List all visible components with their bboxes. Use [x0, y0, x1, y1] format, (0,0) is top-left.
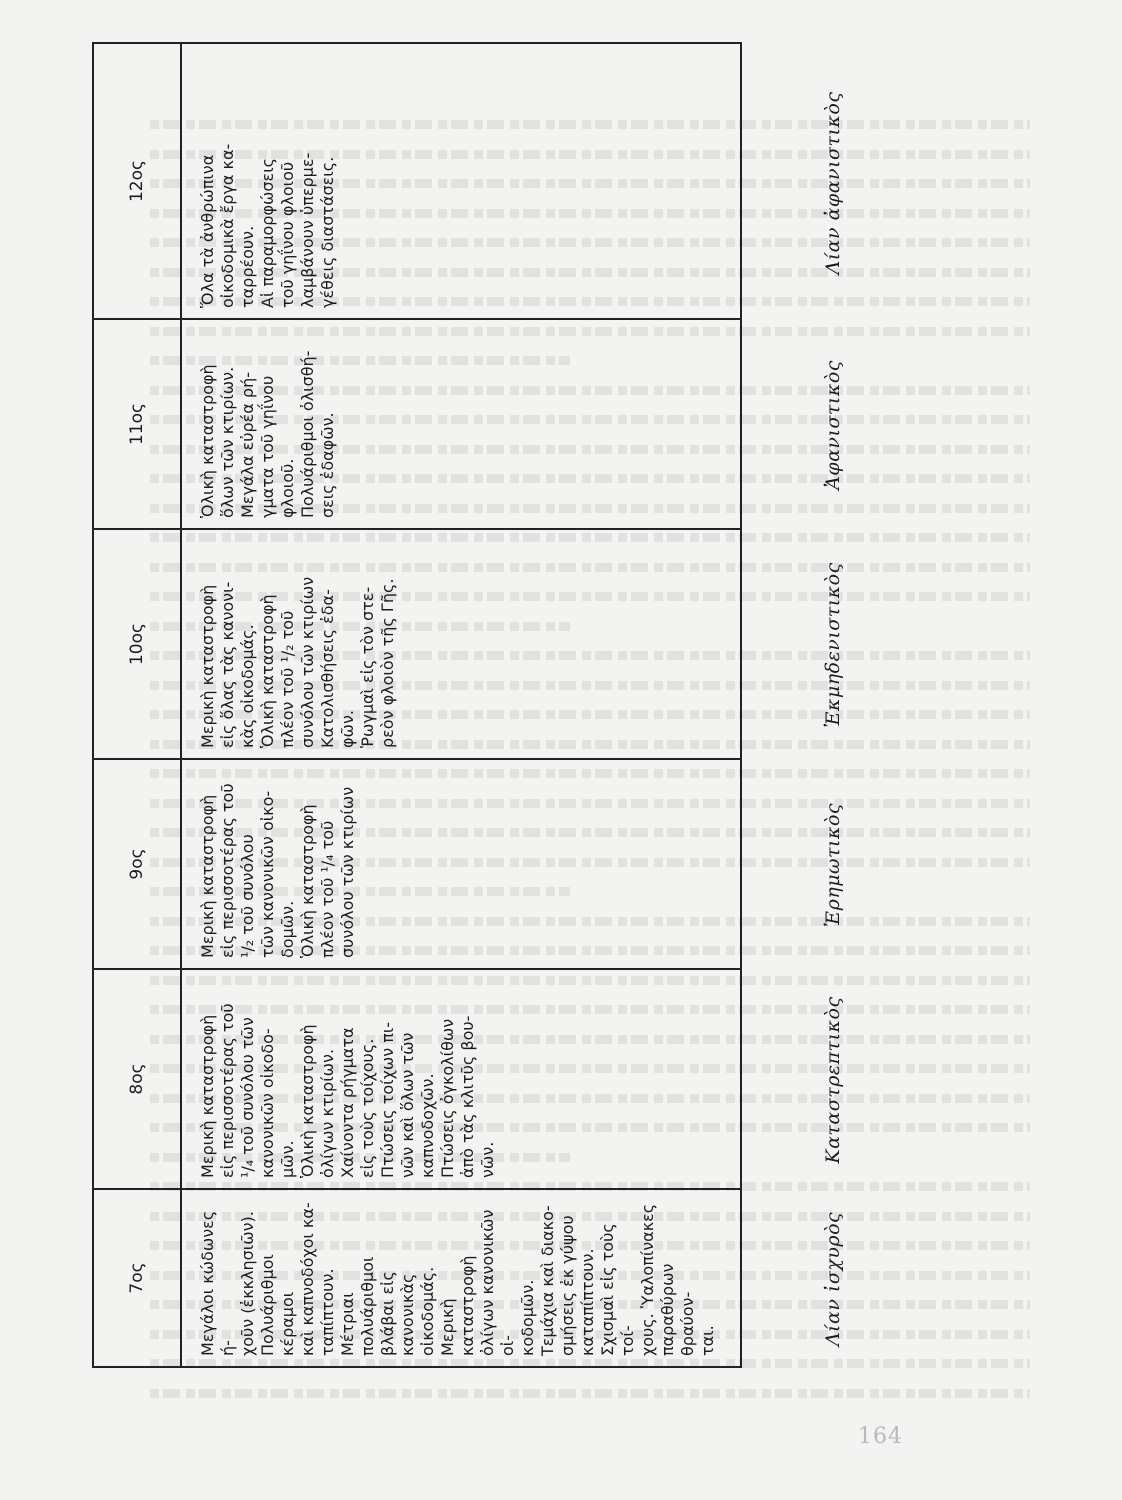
rotated-table-region: [92, 42, 924, 1368]
column-header-7: 7ος: [94, 1188, 182, 1366]
description-cell-9: Μερικὴ καταστροφὴ εἰς περισσοτέρας τοῦ ¹/₂ τοῦ συνόλου τῶν κανονικῶν οἰκο- δομῶν. Ὁλικὴ καταστροφὴ πλέον τοῦ ¹/₄ τοῦ συνόλου τῶν κτιρίων: [182, 758, 740, 968]
intensity-label-12: Λίαν ἀφανιστικὸς: [822, 91, 844, 275]
column-header-9: 9ος: [94, 758, 182, 968]
column-header-10: 10ος: [94, 528, 182, 758]
column-header-8: 8ος: [94, 968, 182, 1188]
description-cell-10: Μερικὴ καταστροφὴ εἰς ὅλας τὰς κανονι- κὰς οἰκοδομάς. Ὁλικὴ καταστροφὴ πλέον τοῦ ¹/₂ τοῦ συνόλου τῶν κτιρίων Κατολισθήσεις ἐδα- φῶν. Ῥωγμαὶ εἰς τὸν στε- ρεὸν φλοιὸν τῆς Γῆς.: [182, 528, 740, 758]
description-cell-8: Μερικὴ καταστροφὴ εἰς περισσοτέρας τοῦ ¹/₄ τοῦ συνόλου τῶν κανονικῶν οἰκοδο- μῶν. Ὁλικὴ καταστροφὴ ὀλίγων κτιρίων. Χαίνοντα ρήγματα εἰς τοὺς τοίχους. Πτώσεις τοίχων πι- νῶν καὶ ὅλων τῶν καπνοδοχῶν. Πτώσεις ὀγκολίθων ἀπὸ τὰς κλιτῦς βου- νῶν.: [182, 968, 740, 1188]
page-number: 164: [858, 1424, 903, 1449]
intensity-label-10: Ἐκμηδενιστικὸς: [822, 562, 844, 728]
intensity-label-7: Λίαν ἰσχυρὸς: [822, 1211, 844, 1347]
intensity-label-11: Ἀφανιστικὸς: [822, 360, 844, 490]
intensity-label-9: Ἐρημωτικὸς: [822, 802, 844, 928]
description-cell-7: Μεγάλοι κώδωνες ή- χοῦν (ἐκκλησιῶν). Πολυάριθμοι κέραμοι καὶ καπνοδόχοι κα- ταπίπτουν. Μέτριαι πολυάριθμοι βλάβαι εἰς κανονικὰς οἰκοδομάς. Μερικὴ καταστροφὴ ὀλίγων κανονικῶν οἰ- κοδομῶν. Τεμάχια καὶ διακο- σμήσεις ἐκ γύψου καταπίπτουν. Σχισμαὶ εἰς τοὺς τοί- χους. Ὑαλοπίνακες παραθύρων θραύον- ται.: [182, 1188, 740, 1366]
description-cell-12: Ὅλα τὰ ἀνθρώπινα οἰκοδομικὰ ἔργα κα- ταρρέουν. Αἱ παραμορφώσεις τοῦ γηΐνου φλοιοῦ λαμβάνουν ὑπερμε- γέθεις διαστάσεις.: [198, 143, 337, 308]
column-header-12: 12ος: [94, 44, 182, 318]
description-cell-11: Ὁλικὴ καταστροφὴ ὅλων τῶν κτιρίων. Μεγάλα εὐρέα ρή- γματα τοῦ γηΐνου φλοιοῦ. Πολυάριθμοι ὀλισθή- σεις ἐδαφῶν.: [182, 318, 740, 528]
column-header-11: 11ος: [94, 318, 182, 528]
intensity-table-wrapper: [92, 42, 924, 1368]
intensity-table: [92, 42, 742, 1368]
intensity-labels-row: [742, 42, 924, 1368]
intensity-label-8: Καταστρεπτικὸς: [822, 996, 844, 1164]
bleed-through-line: [150, 1389, 1030, 1398]
